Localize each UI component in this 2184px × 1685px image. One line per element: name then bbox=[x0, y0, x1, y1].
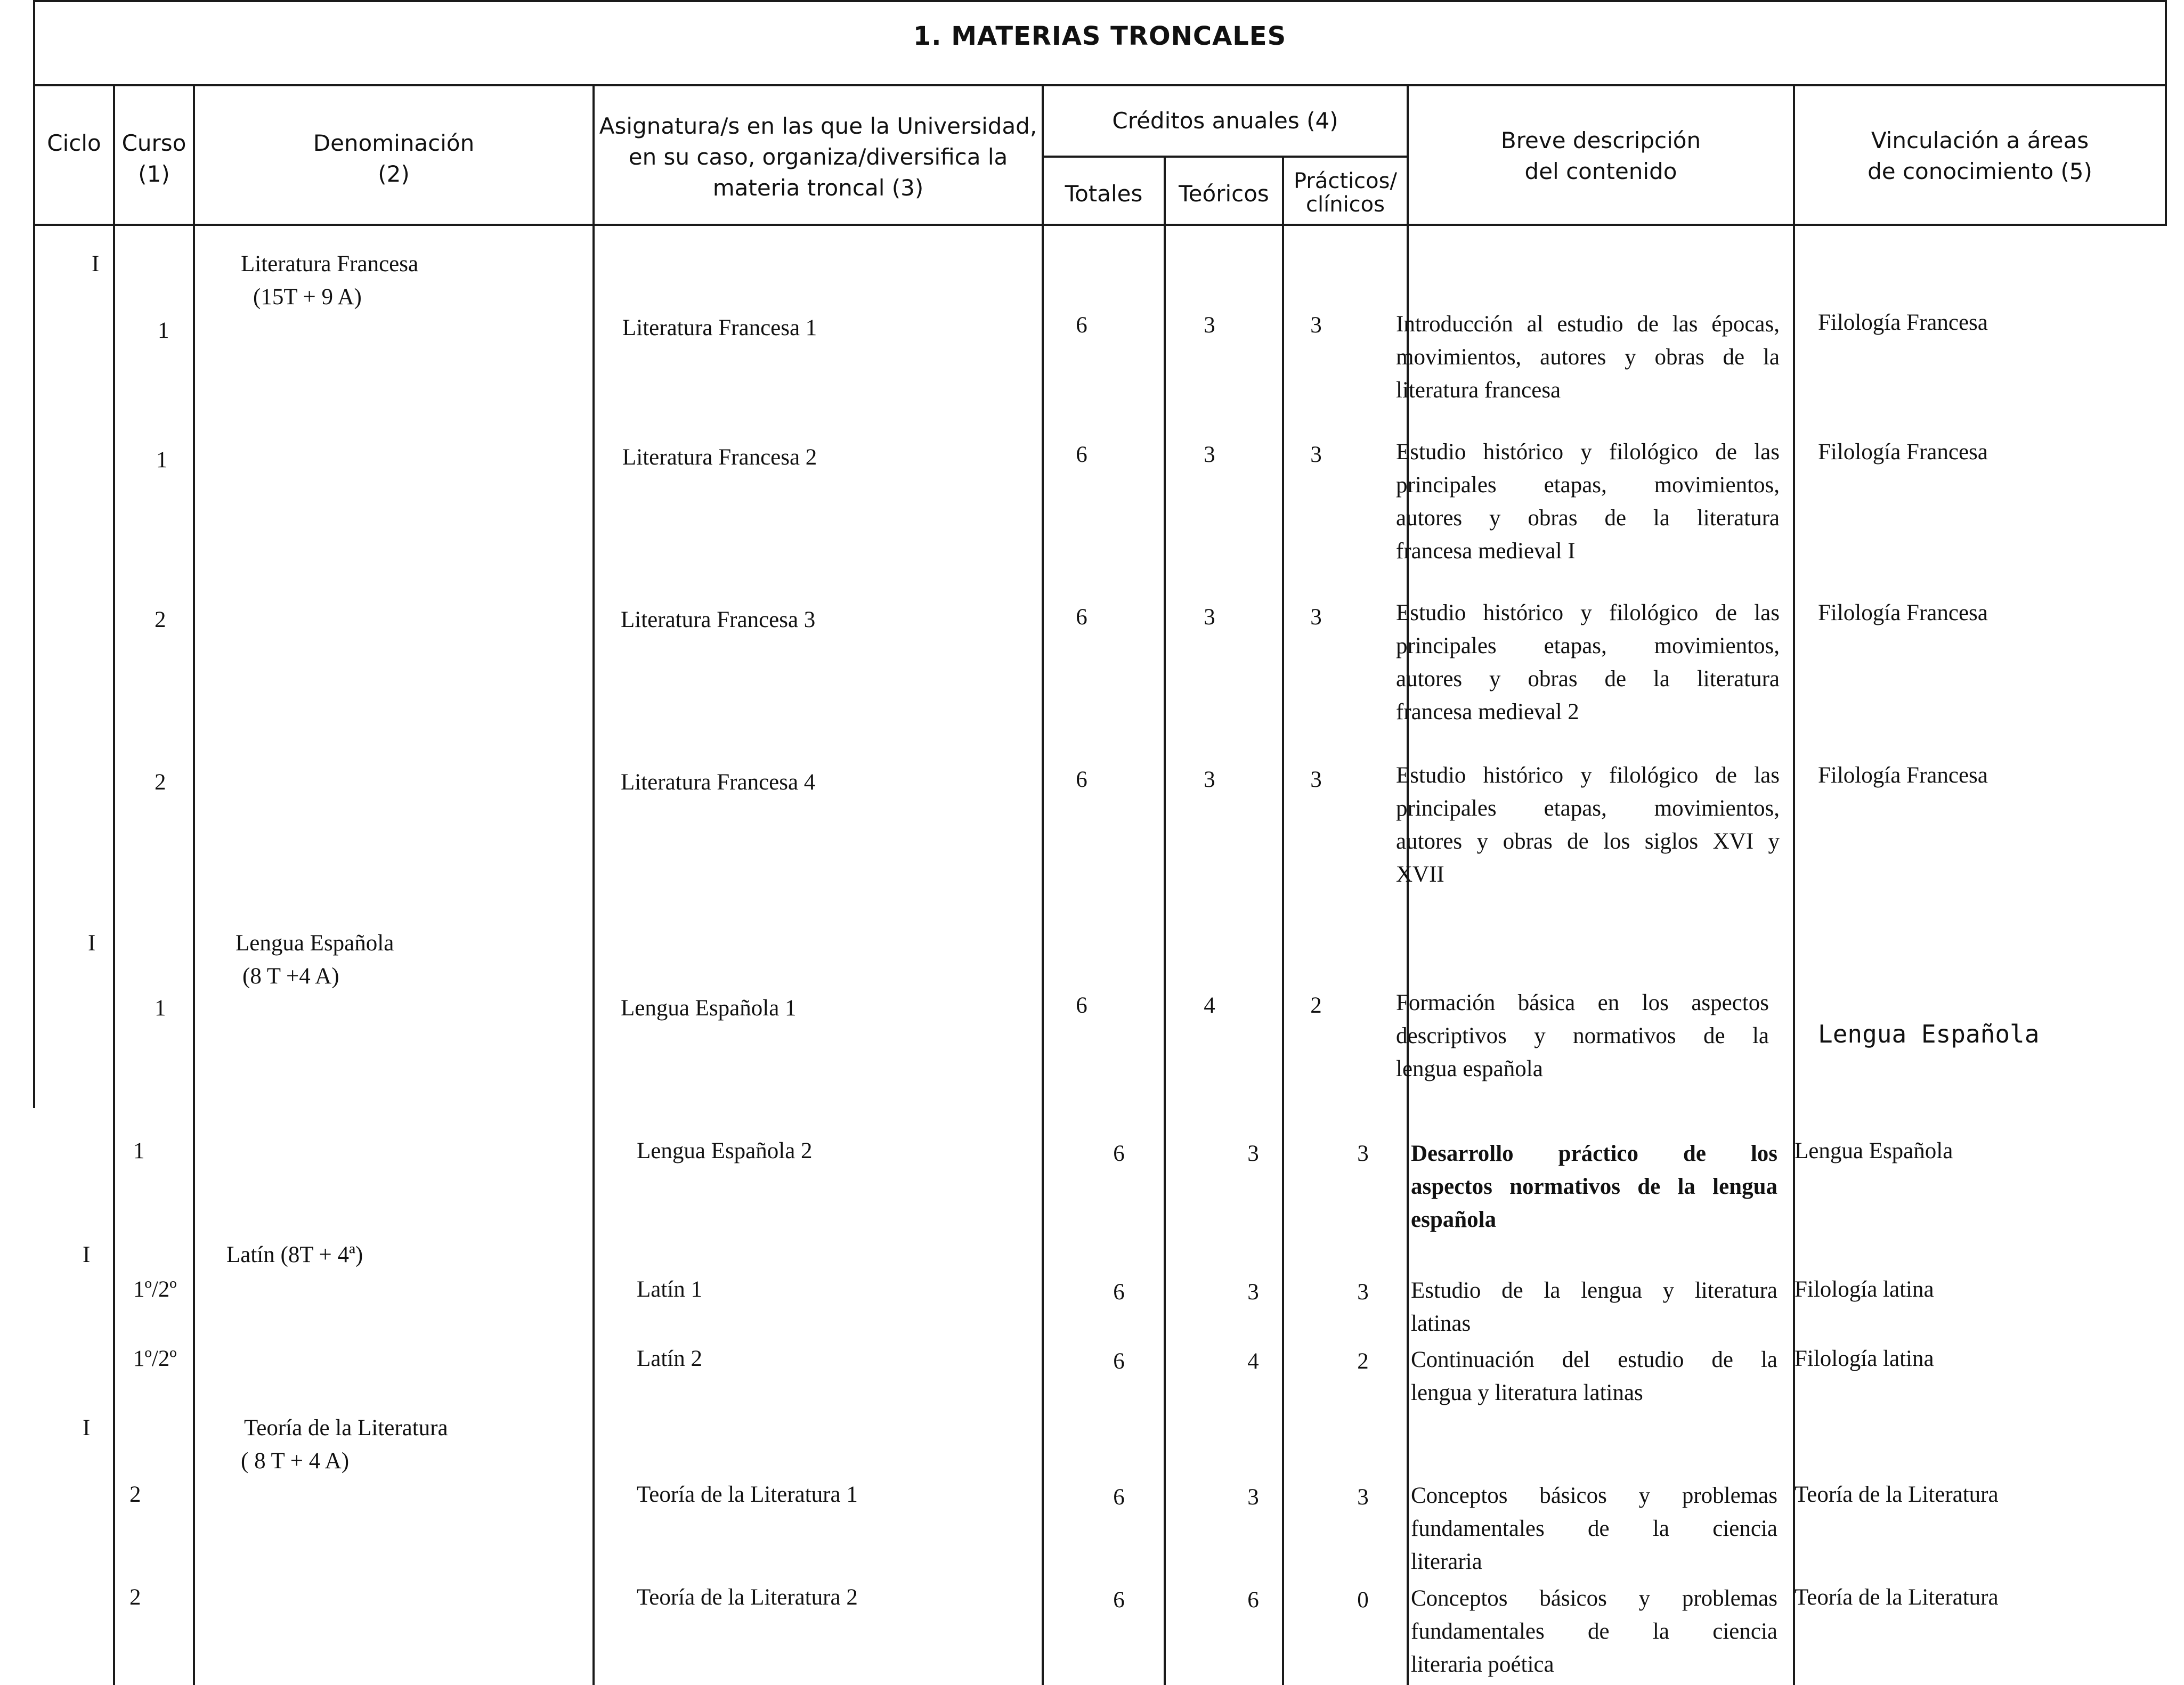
materia-name: Latín (8T + 4ª) bbox=[226, 1242, 363, 1267]
row-teoricos: 3 bbox=[1247, 1485, 1259, 1510]
row-totales: 6 bbox=[1113, 1141, 1125, 1166]
header-teoricos: Teóricos bbox=[1179, 181, 1269, 207]
row-practicos: 3 bbox=[1310, 313, 1322, 338]
header-denominacion-label: Denominación bbox=[313, 130, 475, 156]
header-breve-line2: del contenido bbox=[1524, 158, 1677, 184]
row-curso: 2 bbox=[155, 607, 166, 632]
col-divider-practicos bbox=[1282, 156, 1284, 1685]
materia-name: Teoría de la Literatura bbox=[244, 1415, 448, 1440]
desc-line: lengua española bbox=[1396, 1056, 1543, 1081]
row-asignatura: Latín 2 bbox=[637, 1346, 702, 1371]
desc-line: Formación básica en los aspectos bbox=[1396, 990, 1769, 1015]
col-divider-asignatura bbox=[592, 84, 595, 1685]
header-breve bbox=[1409, 125, 1793, 187]
header-curso bbox=[115, 128, 193, 190]
row-totales: 6 bbox=[1076, 605, 1087, 630]
header-vinculacion-line1: Vinculación a áreas bbox=[1871, 127, 2089, 153]
row-asignatura: Latín 1 bbox=[637, 1277, 702, 1302]
row-practicos: 3 bbox=[1310, 605, 1322, 630]
desc-line: Estudio de la lengua y literatura bbox=[1411, 1278, 1777, 1303]
row-totales: 6 bbox=[1113, 1349, 1125, 1374]
row-teoricos: 6 bbox=[1247, 1588, 1259, 1613]
desc-line: principales etapas, movimientos, bbox=[1396, 473, 1780, 498]
row-asignatura: Teoría de la Literatura 2 bbox=[637, 1585, 858, 1610]
desc-line: literatura francesa bbox=[1396, 378, 1561, 403]
desc-line: movimientos, autores y obras de la bbox=[1396, 345, 1780, 370]
row-area: Lengua Española bbox=[1795, 1138, 1953, 1163]
col-divider-vinculacion bbox=[1793, 84, 1795, 1685]
row-area: Lengua Española bbox=[1818, 1020, 2040, 1048]
table-left-border bbox=[33, 0, 35, 1108]
row-practicos: 3 bbox=[1310, 767, 1322, 792]
row-teoricos: 4 bbox=[1204, 993, 1215, 1018]
row-curso: 1 bbox=[155, 996, 166, 1021]
row-area: Filología latina bbox=[1795, 1277, 1934, 1302]
row-asignatura: Lengua Española 2 bbox=[637, 1138, 813, 1163]
row-area: Filología latina bbox=[1795, 1346, 1934, 1371]
header-practicos bbox=[1284, 169, 1407, 216]
desc-line: Estudio histórico y filológico de las bbox=[1396, 763, 1780, 788]
desc-line: fundamentales de la ciencia bbox=[1411, 1619, 1777, 1644]
materia-ciclo: I bbox=[88, 931, 96, 956]
col-divider-teoricos bbox=[1164, 156, 1166, 1685]
header-curso-label: Curso bbox=[121, 130, 186, 156]
row-description bbox=[1411, 1344, 1777, 1410]
materia-name: Literatura Francesa bbox=[241, 251, 419, 276]
desc-line: autores y obras de la literatura bbox=[1396, 506, 1780, 531]
row-teoricos: 3 bbox=[1204, 767, 1215, 792]
desc-line: fundamentales de la ciencia bbox=[1411, 1516, 1777, 1541]
row-description bbox=[1411, 1479, 1777, 1578]
header-vinculacion bbox=[1795, 125, 2165, 187]
desc-line: principales etapas, movimientos, bbox=[1396, 796, 1780, 821]
row-totales: 6 bbox=[1113, 1588, 1125, 1613]
desc-line: lengua y literatura latinas bbox=[1411, 1380, 1643, 1405]
materia-ciclo: I bbox=[83, 1415, 91, 1440]
desc-line: Estudio histórico y filológico de las bbox=[1396, 600, 1780, 625]
page-title: 1. MATERIAS TRONCALES bbox=[913, 21, 1287, 51]
header-creditos: Créditos anuales (4) bbox=[1112, 108, 1338, 134]
row-curso: 1 bbox=[158, 318, 169, 343]
row-practicos: 2 bbox=[1357, 1349, 1369, 1374]
header-bottom-border bbox=[33, 224, 2167, 226]
row-curso: 1 bbox=[156, 447, 168, 473]
desc-line: Introducción al estudio de las épocas, bbox=[1396, 312, 1780, 337]
row-practicos: 2 bbox=[1310, 993, 1322, 1018]
row-description bbox=[1396, 987, 1769, 1086]
materia-ciclo: I bbox=[92, 251, 100, 276]
row-teoricos: 4 bbox=[1247, 1349, 1259, 1374]
header-practicos-line1: Prácticos/ bbox=[1294, 169, 1397, 193]
row-teoricos: 3 bbox=[1247, 1141, 1259, 1166]
row-totales: 6 bbox=[1076, 993, 1087, 1018]
header-totales: Totales bbox=[1065, 181, 1143, 207]
row-practicos: 3 bbox=[1357, 1485, 1369, 1510]
header-ciclo: Ciclo bbox=[47, 130, 101, 156]
row-description bbox=[1396, 597, 1780, 729]
materia-credits: (15T + 9 A) bbox=[253, 284, 362, 310]
row-totales: 6 bbox=[1076, 313, 1087, 338]
row-teoricos: 3 bbox=[1204, 605, 1215, 630]
desc-line: autores y obras de la literatura bbox=[1396, 666, 1780, 691]
desc-line: Estudio histórico y filológico de las bbox=[1396, 439, 1780, 465]
creditos-sub-border bbox=[1042, 156, 1407, 158]
desc-line: aspectos normativos de la lengua bbox=[1411, 1174, 1777, 1199]
row-asignatura: Teoría de la Literatura 1 bbox=[637, 1482, 858, 1507]
header-breve-line1: Breve descripción bbox=[1500, 127, 1701, 153]
row-teoricos: 3 bbox=[1204, 442, 1215, 467]
row-practicos: 0 bbox=[1357, 1588, 1369, 1613]
row-asignatura: Literatura Francesa 1 bbox=[622, 315, 817, 340]
desc-line: española bbox=[1411, 1207, 1497, 1232]
row-totales: 6 bbox=[1113, 1280, 1125, 1305]
row-curso: 1º/2º bbox=[133, 1346, 177, 1371]
row-area: Filología Francesa bbox=[1818, 763, 1988, 788]
col-divider-denominacion bbox=[193, 84, 195, 1685]
row-description bbox=[1396, 759, 1780, 891]
desc-line: Conceptos básicos y problemas bbox=[1411, 1483, 1777, 1508]
materia-name: Lengua Española bbox=[236, 931, 394, 956]
header-asignatura-line2: en su caso, organiza/diversifica la bbox=[628, 144, 1008, 170]
row-curso: 2 bbox=[155, 770, 166, 795]
materia-ciclo: I bbox=[83, 1242, 91, 1267]
row-curso: 2 bbox=[129, 1482, 141, 1507]
desc-line: literaria bbox=[1411, 1549, 1482, 1574]
row-teoricos: 3 bbox=[1247, 1280, 1259, 1305]
title-bottom-border bbox=[33, 84, 2167, 86]
header-curso-ref: (1) bbox=[138, 161, 170, 187]
row-description bbox=[1396, 436, 1780, 568]
desc-line: descriptivos y normativos de la bbox=[1396, 1023, 1769, 1048]
row-practicos: 3 bbox=[1310, 442, 1322, 467]
row-curso: 1 bbox=[133, 1138, 145, 1163]
desc-line: francesa medieval 2 bbox=[1396, 699, 1579, 725]
row-curso: 2 bbox=[129, 1585, 141, 1610]
row-totales: 6 bbox=[1113, 1485, 1125, 1510]
desc-line: principales etapas, movimientos, bbox=[1396, 633, 1780, 658]
header-denominacion bbox=[195, 128, 592, 190]
row-totales: 6 bbox=[1076, 767, 1087, 792]
row-description bbox=[1411, 1274, 1777, 1340]
row-area: Teoría de la Literatura bbox=[1795, 1585, 1999, 1610]
row-description bbox=[1411, 1137, 1777, 1236]
materia-credits: (8 T +4 A) bbox=[242, 964, 339, 989]
row-description bbox=[1411, 1582, 1777, 1681]
desc-line: literaria poética bbox=[1411, 1652, 1554, 1677]
header-asignatura-line3: materia troncal (3) bbox=[712, 175, 924, 201]
header-asignatura bbox=[595, 111, 1042, 203]
desc-line: XVII bbox=[1396, 862, 1444, 887]
header-denominacion-ref: (2) bbox=[378, 161, 410, 187]
col-divider-totales bbox=[1042, 84, 1044, 1685]
row-asignatura: Literatura Francesa 3 bbox=[621, 607, 816, 632]
desc-line: Conceptos básicos y problemas bbox=[1411, 1586, 1777, 1611]
desc-line: Desarrollo práctico de los bbox=[1411, 1141, 1777, 1166]
table-top-border bbox=[33, 0, 2167, 2]
row-area: Filología Francesa bbox=[1818, 439, 1988, 465]
row-curso: 1º/2º bbox=[133, 1277, 177, 1302]
row-teoricos: 3 bbox=[1204, 313, 1215, 338]
row-asignatura: Lengua Española 1 bbox=[621, 996, 797, 1021]
desc-line: autores y obras de los siglos XVI y bbox=[1396, 829, 1780, 854]
row-practicos: 3 bbox=[1357, 1280, 1369, 1305]
row-area: Teoría de la Literatura bbox=[1795, 1482, 1999, 1507]
row-description bbox=[1396, 308, 1780, 407]
header-practicos-line2: clínicos bbox=[1306, 192, 1385, 217]
row-asignatura: Literatura Francesa 2 bbox=[622, 445, 817, 470]
row-area: Filología Francesa bbox=[1818, 310, 1988, 335]
row-totales: 6 bbox=[1076, 442, 1087, 467]
desc-line: latinas bbox=[1411, 1311, 1471, 1336]
row-practicos: 3 bbox=[1357, 1141, 1369, 1166]
header-asignatura-line1: Asignatura/s en las que la Universidad, bbox=[599, 113, 1037, 139]
header-vinculacion-line2: de conocimiento (5) bbox=[1868, 158, 2092, 184]
desc-line: Continuación del estudio de la bbox=[1411, 1347, 1777, 1372]
row-area: Filología Francesa bbox=[1818, 600, 1988, 625]
desc-line: francesa medieval I bbox=[1396, 539, 1576, 564]
row-asignatura: Literatura Francesa 4 bbox=[621, 770, 816, 795]
materia-credits: ( 8 T + 4 A) bbox=[241, 1448, 350, 1474]
col-divider-curso bbox=[113, 84, 115, 1685]
